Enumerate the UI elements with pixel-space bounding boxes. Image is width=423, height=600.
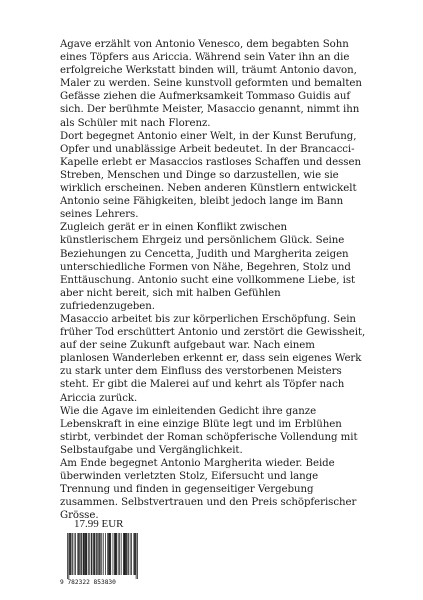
barcode-bar [114,533,115,575]
barcode-bar [68,533,69,579]
barcode-bar [93,533,94,575]
barcode-bar [79,533,80,575]
ean13-barcode-icon [60,533,140,579]
barcode-bar [123,533,124,575]
barcode-bar [109,533,110,575]
barcode-bar [78,533,79,575]
barcode-bar [92,533,93,575]
barcode-bar [110,533,111,575]
blurb-paragraph-6: Am Ende begegnet Antonio Margherita wieder. Beide überwinden verletzten Stolz, Eifersucht und lange Trennung und finden in gegenseitiger Vergebung zusammen. Selbstvertrauen und den Preis schöpferischer Grösse. [60,458,357,522]
barcode-bar [125,533,126,575]
barcode-bar [136,533,137,579]
barcode-bar [86,533,87,575]
barcode-bar [101,533,102,575]
barcode-bar [81,533,82,575]
barcode-bar [135,533,136,575]
barcode-bar [118,533,119,575]
barcode-bar [83,533,84,575]
blurb-text [60,38,366,522]
blurb-paragraph-2: Dort begegnet Antonio einer Welt, in der Kunst Berufung, Opfer und unablässige Arbeit bedeutet. In der Brancacci-Kapelle erlebt er Masaccios rastloses Schaffen und dessen Streben, Menschen und Dinge so darzustellen, wie sie wirklich erscheinen. Neben anderen Künstlern entwickelt Antonio seine Fähigkeiten, bleibt jedoch lange im Bann seines Lehrers. [60,130,361,221]
barcode-bar [84,533,85,575]
barcode [60,533,140,585]
barcode-bar [125,533,126,575]
barcode-bar [121,533,122,575]
price-label: 17.99 EUR [74,518,124,530]
barcode-bar [137,533,138,579]
barcode-bar [131,533,132,575]
barcode-bar [77,533,78,575]
barcode-bar [71,533,72,575]
barcode-bar [74,533,75,575]
barcode-bar [97,533,98,575]
barcode-bar [99,533,100,575]
barcode-bar [116,533,117,575]
barcode-bar [115,533,116,575]
barcode-bar [80,533,81,575]
barcode-bar [88,533,89,575]
barcode-bar [126,533,127,575]
barcode-bar [95,533,96,575]
blurb-paragraph-1: Agave erzählt von Antonio Venesco, dem begabten Sohn eines Töpfers aus Ariccia. Während sein Vater ihn an die erfolgreiche Werkstatt binden will, träumt Antonio davon, Maler zu werden. Seine kunstvoll geformten und bemalten Gefässe ziehen die Aufmerksamkeit Tommaso Guidis auf sich. Der berühmte Meister, Masaccio genannt, nimmt ihn als Schüler mit nach Florenz. [60,39,362,129]
barcode-bar [134,533,135,575]
barcode-bar [98,533,99,575]
barcode-bar [89,533,90,575]
barcode-digits: 9 782322 853830 [60,579,116,586]
barcode-bar [107,533,108,575]
barcode-bar [130,533,131,575]
barcode-bar [85,533,86,575]
barcode-bar [110,533,111,575]
barcode-bar [91,533,92,575]
barcode-bar [67,533,68,579]
barcode-bar [119,533,120,575]
barcode-bar [70,533,71,575]
barcode-bar [116,533,117,575]
barcode-bar [86,533,87,575]
barcode-bar [128,533,129,575]
barcode-bar [134,533,135,575]
barcode-bar [103,533,104,575]
barcode-bar [75,533,76,575]
barcode-bar [105,533,106,575]
barcode-bar [94,533,95,575]
barcode-bar [100,533,101,575]
blurb-paragraph-3: Zugleich gerät er in einen Konflikt zwischen künstlerischem Ehrgeiz und persönlichem Glück. Seine Beziehungen zu Cencetta, Judith und Margherita zeigen unterschiedliche Formen von Nähe, Begehren, Stolz und Enttäuschung. Antonio sucht eine vollkommene Liebe, ist aber nicht bereit, sich mit halben Gefühlen zufriedenzugeben. [60,222,356,312]
barcode-bar [83,533,84,575]
barcode-bar [108,533,109,575]
blurb-paragraph-5: Wie die Agave im einleitenden Gedicht ihre ganze Lebenskraft in eine einzige Blüte legt und im Erblühen stirbt, verbindet der Roman schöpferische Vollendung mit Selbstaufgabe und Vergänglichkeit. [60,405,358,456]
barcode-bar [69,533,70,575]
barcode-bar [124,533,125,575]
blurb-paragraph-4: Masaccio arbeitet bis zur körperlichen Erschöpfung. Sein früher Tod erschüttert Antonio und zerstört die Gewissheit, auf der seine Zukunft aufgebaut war. Nach einem planlosen Wanderleben erkennt er, dass sein eigenes Werk zu stark unter dem Einfluss des verstorbenen Meisters steht. Er gibt die Malerei auf und kehrt als Töpfer nach Ariccia zurück. [60,313,366,404]
barcode-bar [72,533,73,575]
barcode-bar [113,533,114,575]
barcode-bar [96,533,97,575]
barcode-bar [127,533,128,575]
